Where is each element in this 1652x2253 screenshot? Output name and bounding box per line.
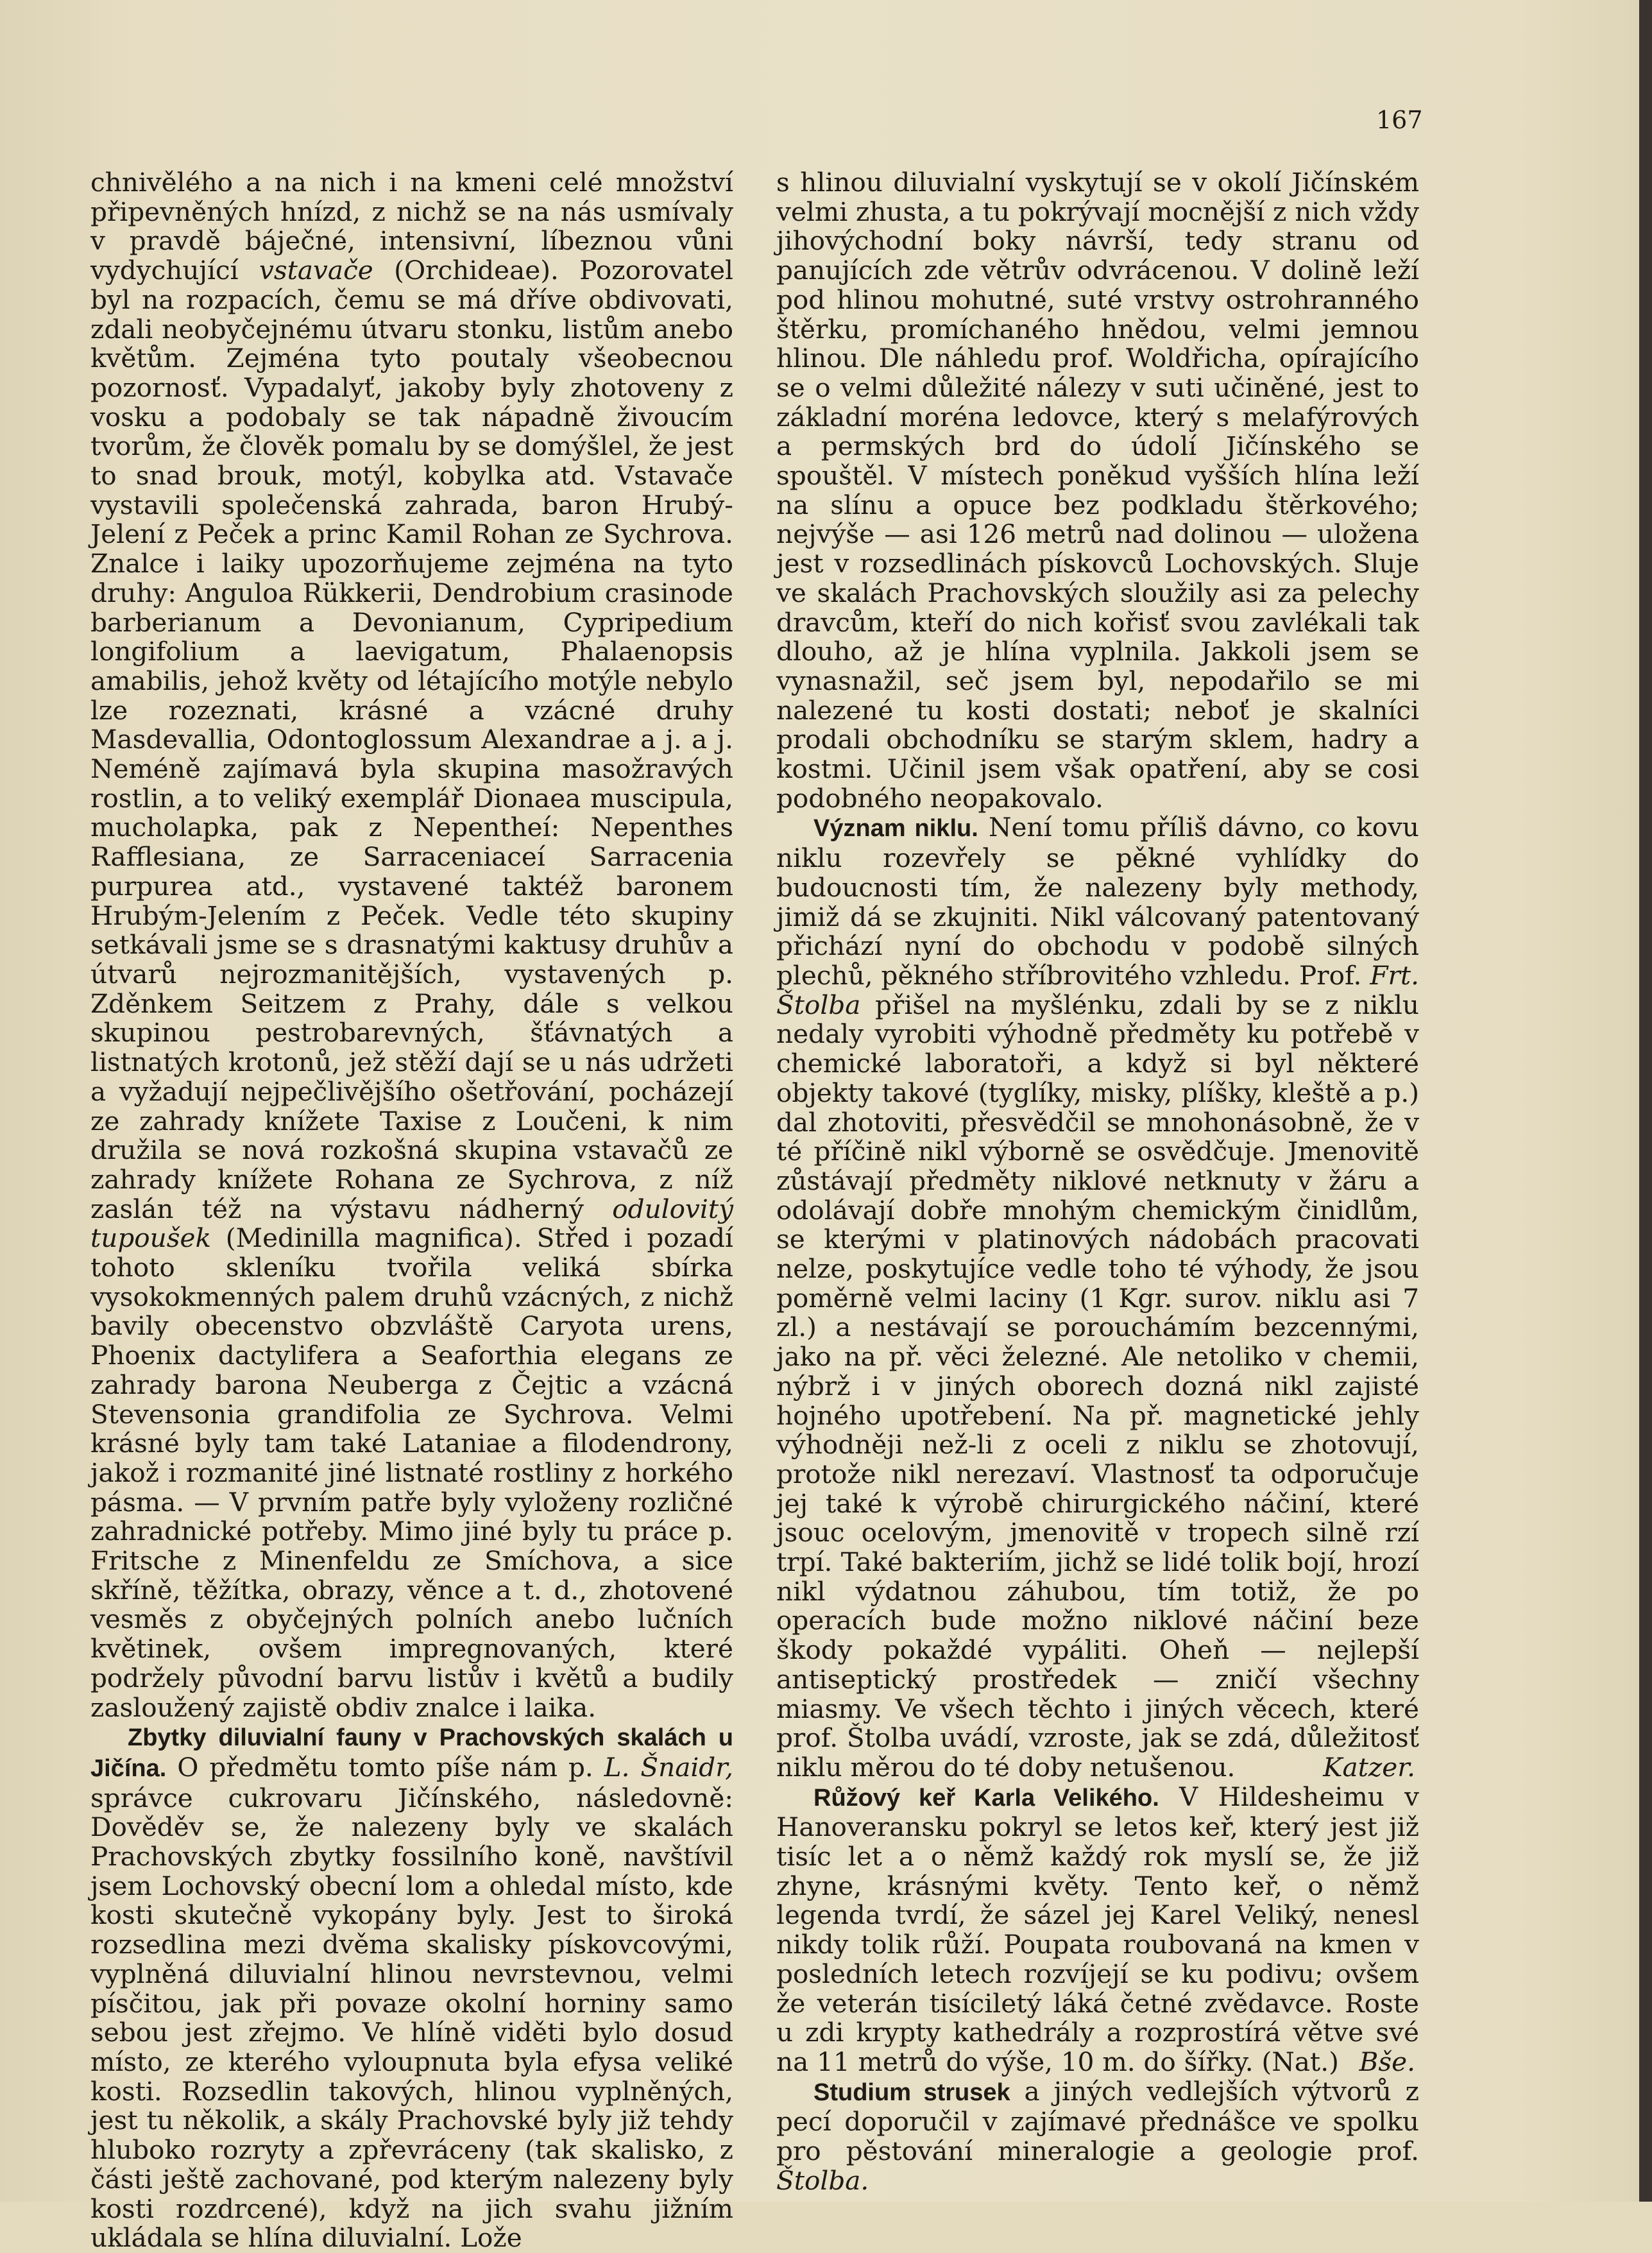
section-heading: Studium strusek — [813, 2078, 1010, 2106]
body-text: chnivělého a na nich i na kmeni celé množství připevněných hnízd, z nichž se na nás usmívaly v pravdě báječné, intensivní, líbeznou vůni vydychující — [90, 167, 733, 286]
body-text: a jiných vedlejších výtvorů z pecí doporučil v zajímavé přednášce ve spolku pro pěstování mineralogie a geologie prof. — [776, 2075, 1420, 2167]
page-edge — [1639, 0, 1652, 2202]
author-signature: Bše. — [1359, 2046, 1415, 2077]
italic-text: vstavače — [259, 255, 373, 286]
right-column-text — [776, 168, 1419, 813]
body-text: správce cukrovaru Jičínského, následovně: Dověděv se, že nalezeny byly ve skalách Prachovských zbytky fossilního koně, navštívil jsem Lochovský obecní lom a ohledal místo, kde kosti skutečně vykopány byly. Jest to široká rozsedlina mezi dvěma skalisky pískovcovými, vyplněná diluvialní hlinou nevrstevnou, velmi písčitou, jak při povaze okolní horniny samo sebou jest zřejmo. Ve hlíně viděti bylo dosud místo, ze kterého vyloupnuta byla efysa veliké kosti. Rozsedlin takových, hlinou vyplněných, jest tu několik, a skály Prachovské byly již tehdy hluboko rozryty a zpřevráceny (tak skalisko, z části ještě zachované, pod kterým nalezeny byly kosti rozdrcené), když na jich svahu jižním ukládala se hlína diluvialní. Lože — [90, 1782, 733, 2253]
italic-text: odulovitý tupoušek — [90, 1193, 733, 1254]
right-column — [776, 168, 1419, 2196]
section-heading: Zbytky diluvialní fauny v Prachovských skalách u Jičína. — [90, 1724, 733, 1782]
left-column-text — [90, 168, 733, 1722]
paragraph — [776, 813, 1419, 1782]
section-heading: Růžový keř Karla Velikého. — [813, 1784, 1159, 1812]
left-column — [90, 168, 733, 2253]
paragraph — [90, 1722, 733, 2253]
italic-text: Štolba. — [776, 2164, 869, 2196]
body-text: s hlinou diluvialní vyskytují se v okolí Jičínském velmi zhusta, a tu pokrývají mocnější z nich vždy jihovýchodní boky návrší, tedy stranu od panujících zde větrův odvrácenou. V dolině leží pod hlinou mohutné, suté vrstvy ostrohranného štěrku, promíchaného hnědou, velmi jemnou hlinou. Dle náhledu prof. Woldřicha, opírajícího se o velmi důležité nálezy v suti učiněné, jest to základní moréna ledovce, který s melafýrových a permských brd do údolí Jičínského se spouštěl. V místech poněkud vyšších hlína leží na slínu a opuce bez podkladu štěrkového; nejvýše — asi 126 metrů nad dolinou — uložena jest v rozsedlinách pískovců Lochovských. Sluje ve skalách Prachovských sloužily asi za pelechy dravcům, kteří do nich kořisť svou zavlékali tak dlouho, až je hlína vyplnila. Jakkoli jsem se vynasnažil, seč jsem byl, nepodařilo se mi nalezené tu kosti dostati; neboť je skalníci prodali obchodníku se starým sklem, hadry a kostmi. Učinil jsem však opatření, aby se cosi podobného neopakovalo. — [776, 167, 1419, 814]
body-text: (Medinilla magnifica). Střed i pozadí tohoto skleníku tvořila veliká sbírka vysokokmenných palem druhů vzácných, z nichž bavily obecenstvo obzvláště Caryota urens, Phoenix dactylifera a Seaforthia elegans ze zahrady barona Neuberga z Čejtic a vzácná Stevensonia grandifolia ze Sychrova. Velmi krásné byly tam také Lataniae a filodendrony, jakož i rozmanité jiné listnaté rostliny z horkého pásma. — V prvním patře byly vyloženy rozličné zahradnické potřeby. Mimo jiné byly tu práce p. Fritsche z Minenfeldu ze Smíchova, a sice skříně, těžítka, obrazy, věnce a t. d., zhotovené vesměs z obyčejných polních anebo lučních květinek, ovšem impregnovaných, které podržely původní barvu listův i květů a budily zasloužený zajistě obdiv znalce i laika. — [90, 1222, 733, 1723]
paragraph — [776, 1783, 1419, 2077]
body-text: V Hildesheimu v Hanoveransku pokryl se letos keř, který jest již tisíc let a o němž každý rok myslí se, že již zhyne, krásnými květy. Tento keř, o němž legenda tvrdí, že sázel jej Karel Veliký, nenesl nikdy tolik růží. Poupata roubovaná na kmen v posledních letech rozvíjejí se ku podivu; ovšem že veterán tisíciletý láká četné zvědavce. Roste u zdi krypty kathedrály a rozprostírá větve své na 11 metrů do výše, 10 m. do šířky. (Nat.) — [776, 1781, 1419, 2077]
body-text: O předmětu tomto píše nám p. — [166, 1751, 604, 1783]
section-heading: Význam niklu. — [813, 815, 978, 843]
paragraph — [776, 2077, 1419, 2196]
author-signature: Katzer. — [1323, 1751, 1415, 1783]
body-text: přišel na myšlénku, zdali by se z niklu nedaly vyrobiti výhodně předměty ku potřebě v chemické laboratoři, a když si byl některé objekty takové (tyglíky, misky, plíšky, kleště a p.) dal zhotoviti, přesvědčil se mnohonásobně, že v té příčině nikl výborně se osvědčuje. Jmenovitě zůstávají předměty niklové netknuty v žáru a odolávají dobře mnohým chemickým činidlům, se kterými v platinových nádobách pracovati nelze, poskytujíce vedle toho té výhody, že jsou poměrně velmi laciny (1 Kgr. surov. niklu asi 7 zl.) a nestávají se porouchámím bezcennými, jako na př. věci železné. Ale netoliko v chemii, nýbrž i v jiných oborech dozná nikl zajisté hojného upotřebení. Na př. magnetické jehly výhodněji než-li z oceli z niklu se zhotovují, protože nikl nerezaví. Vlastnosť ta odporučuje jej také k výrobě chirurgického náčiní, které jsouc ocelovým, jmenovitě v tropech silně rzí trpí. Také bakteriím, jichž se lidé tolik bojí, hrozí nikl výdatnou záhubou, tím totiž, že po operacích bude možno niklové náčiní beze škody pokaždé vypáliti. Oheň — nejlepší antiseptický prostředek — zničí všechny miasmy. Ve všech těchto i jiných věcech, které prof. Štolba uvádí, vzroste, jak se zdá, důležitosť niklu měrou do té doby netušenou. — [776, 989, 1419, 1783]
italic-text: Frt. Štolba — [776, 959, 1419, 1020]
page-number: 167 — [1376, 106, 1423, 134]
body-text: (Orchideae). Pozorovatel byl na rozpacích, čemu se má dříve obdivovati, zdali neobyčejnému útvaru stonku, listům anebo květům. Zejména tyto poutaly všeobecnou pozornosť. Vypadalyť, jakoby byly zhotoveny z vosku a podobaly se tak nápadně živoucím tvorům, že člověk pomalu by se domýšlel, že jest to snad brouk, motýl, kobylka atd. Vstavače vystavili společenská zahrada, baron Hrubý-Jelení z Peček a princ Kamil Rohan ze Sychrova. Znalce i laiky upozorňujeme zejména na tyto druhy: Anguloa Rükkerii, Dendrobium crasinode barberianum a Devonianum, Cypripedium longifolium a laevigatum, Phalaenopsis amabilis, jehož květy od létajícího motýle nebylo lze rozeznati, krásné a vzácné druhy Masdevallia, Odontoglossum Alexandrae a j. a j. Neméně zajímavá byla skupina masožravých rostlin, a to veliký exemplář Dionaea muscipula, mucholapka, pak z Nepentheí: Nepenthes Rafflesiana, ze Sarraceniaceí Sarracenia purpurea atd., vystavené taktéž baronem Hrubým-Jelením z Peček. Vedle této skupiny setkávali jsme se s drasnatými kaktusy druhův a útvarů nejrozmanitějších, vystavených p. Zděnkem Seitzem z Prahy, dále s velkou skupinou pestrobarevných, šťávnatých a listnatých krotonů, jež stěží dají se u nás udržeti a vyžadují nejpečlivějšího ošetřování, pocházejí ze zahrady knížete Taxise z Loučeni, k nim družila se nová rozkošná skupina vstavačů ze zahrady knížete Rohana ze Sychrova, z níž zaslán též na výstavu nádherný — [90, 255, 733, 1224]
body-text: Není tomu příliš dávno, co kovu niklu rozevřely se pěkné vyhlídky do budoucnosti tím, že nalezeny byly methody, jimiž dá se zkujniti. Nikl válcovaný patentovaný přichází nyní do obchodu v podobě silných plechů, pěkného stříbrovitého vzhledu. Prof. — [776, 812, 1419, 991]
italic-text: L. Šnaidr, — [604, 1751, 734, 1783]
